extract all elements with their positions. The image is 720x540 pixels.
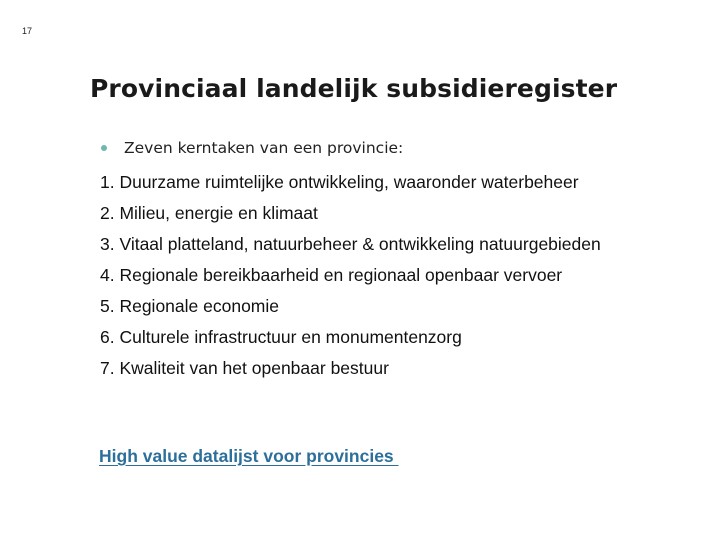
task-item: 5. Regionale economie: [100, 296, 280, 316]
intro-bullet-item: [100, 138, 710, 158]
page-title: Provinciaal landelijk subsidieregister: [90, 74, 618, 103]
task-item: 2. Milieu, energie en klimaat: [100, 203, 318, 223]
task-item: 1. Duurzame ruimtelijke ontwikkeling, waaronder waterbeheer: [100, 172, 579, 192]
intro-text: Zeven kerntaken van een provincie:: [124, 139, 404, 157]
slide-body: [100, 138, 710, 384]
task-item: 6. Culturele infrastructuur en monumentenzorg: [100, 327, 462, 347]
task-item: 7. Kwaliteit van het openbaar bestuur: [100, 358, 389, 378]
task-list: [100, 167, 710, 384]
bullet-dot-icon: [101, 145, 107, 151]
task-item: 4. Regionale bereikbaarheid en regionaal openbaar vervoer: [100, 265, 563, 285]
high-value-datalist-link[interactable]: High value datalijst voor provincies: [99, 446, 399, 466]
slide-number: 17: [22, 26, 33, 36]
task-item: 3. Vitaal platteland, natuurbeheer & ontwikkeling natuurgebieden: [100, 234, 601, 254]
